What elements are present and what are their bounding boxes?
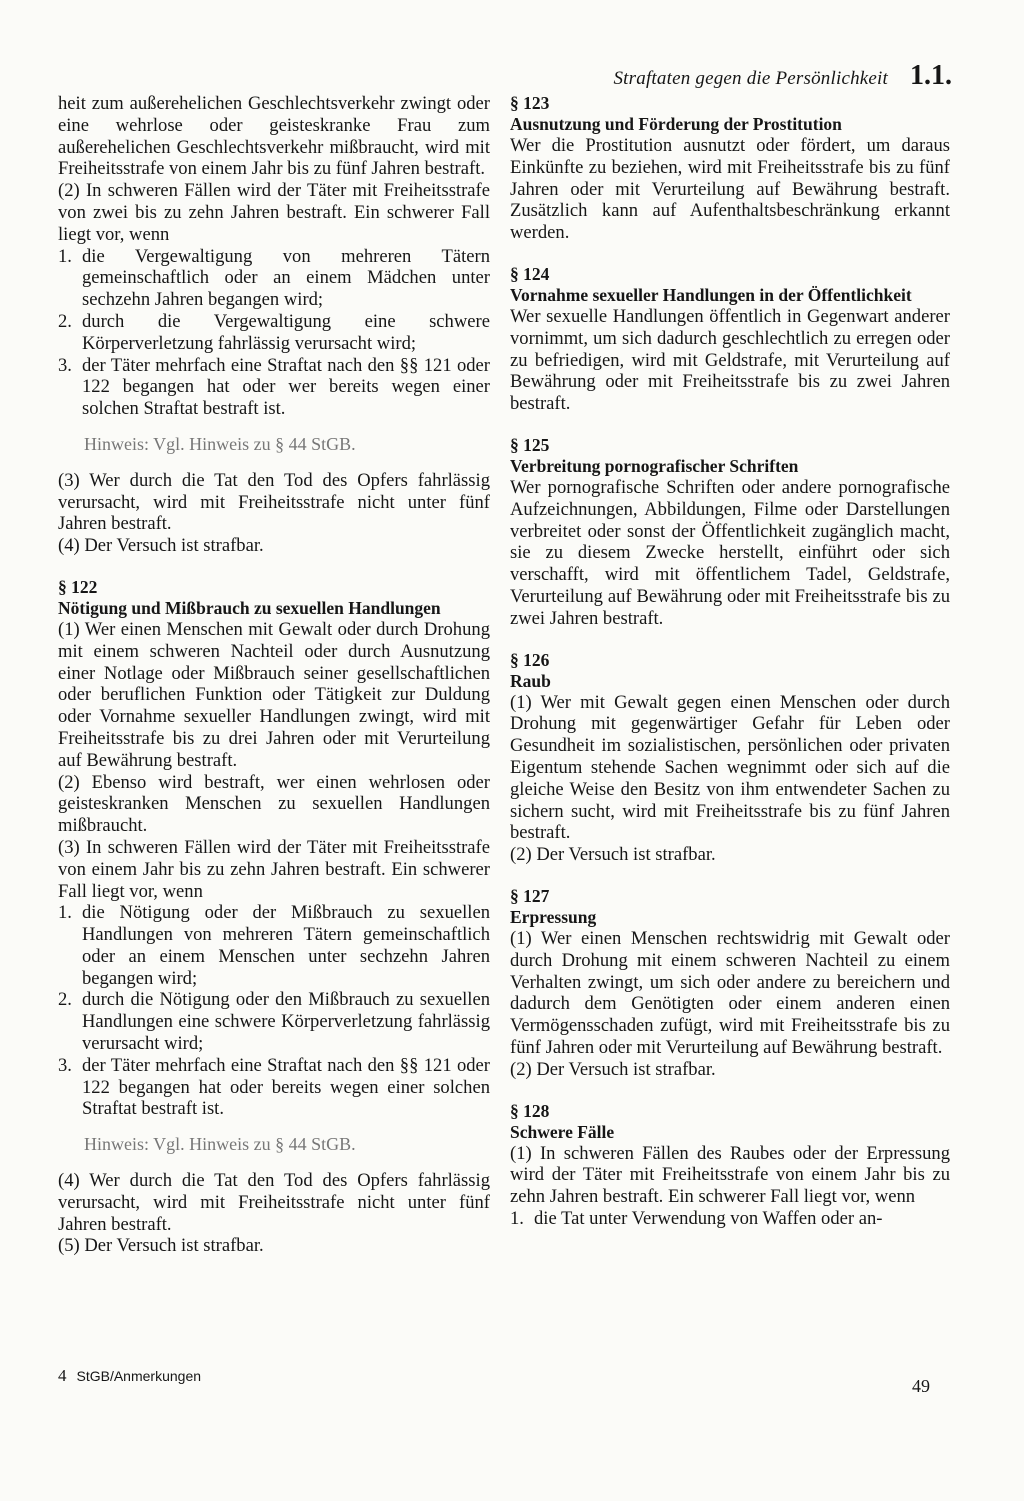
numbered-list	[58, 246, 490, 420]
list-number: 1.	[58, 902, 72, 924]
paragraph: (1) Wer einen Menschen rechtswidrig mit Gewalt oder durch Drohung mit einem schweren Nachteil zu einem Verhalten zwingt, um sich oder andere zu bereichern und dadurch dem Genötigten oder einem anderen einen Vermögensschaden zufügt, wird mit Freiheitsstrafe bis zu fünf Jahren oder mit Verurteilung auf Bewährung bestraft.	[510, 927, 950, 1058]
section-122	[58, 577, 490, 1257]
paragraph: (5) Der Versuch ist strafbar.	[58, 1235, 264, 1257]
section-number: § 127	[510, 885, 550, 906]
section-number: § 128	[510, 1100, 550, 1121]
list-number: 2.	[58, 989, 72, 1011]
section-title: Ausnutzung und Förderung der Prostitution	[510, 114, 842, 134]
paragraph: (2) In schweren Fällen wird der Täter mit Freiheitsstrafe von zwei bis zu zehn Jahren bestraft. Ein schwerer Fall liegt vor, wenn	[58, 180, 490, 245]
left-column	[58, 93, 490, 1257]
sheet-number: 4	[58, 1366, 67, 1385]
list-item	[58, 902, 490, 989]
paragraph: (4) Wer durch die Tat den Tod des Opfers fahrlässig verursacht, wird mit Freiheitsstrafe nicht unter fünf Jahren bestraft.	[58, 1170, 490, 1235]
section-title: Schwere Fälle	[510, 1121, 615, 1142]
list-item	[510, 1208, 950, 1230]
section-title: Nötigung und Mißbrauch zu sexuellen Handlungen	[58, 597, 441, 618]
section-128	[510, 1101, 950, 1230]
paragraph: Wer sexuelle Handlungen öffentlich in Gegenwart anderer vornimmt, um sich dadurch geschlechtlich zu erregen oder zu befriedigen, wird mit Geldstrafe, mit Verurteilung auf Bewährung oder mit Freiheitsstrafe bis zu zwei Jahren bestraft.	[510, 305, 950, 415]
list-text: durch die Vergewaltigung eine schwere Körperverletzung fahrlässig verursacht wird;	[82, 310, 490, 354]
list-number: 3.	[58, 1054, 72, 1076]
list-text: die Vergewaltigung von mehreren Tätern gemeinschaftlich oder an einem Mädchen unter sechzehn Jahren begangen wird;	[82, 245, 490, 311]
section-number: § 123	[510, 93, 550, 113]
section-number: § 126	[510, 649, 550, 670]
page-number: 49	[912, 1376, 930, 1396]
paragraph: (3) In schweren Fällen wird der Täter mit Freiheitsstrafe von einem Jahr bis zu zehn Jahren bestraft. Ein schwerer Fall liegt vor, wenn	[58, 836, 490, 902]
running-header	[613, 60, 952, 92]
list-item	[58, 311, 490, 355]
list-number: 2.	[58, 310, 72, 332]
paragraph: (2) Ebenso wird bestraft, wer einen wehrlosen oder geisteskranken Menschen zu sexuellen Handlungen mißbraucht.	[58, 771, 490, 837]
section-127	[510, 886, 950, 1081]
list-number: 3.	[58, 354, 72, 376]
paragraph: (1) In schweren Fällen des Raubes oder der Erpressung wird der Täter mit Freiheitsstrafe von einem Jahr bis zu zehn Jahren bestraft. Ein schwerer Fall liegt vor, wenn	[510, 1142, 950, 1208]
section-123	[510, 93, 950, 244]
list-text: der Täter mehrfach eine Straftat nach den §§ 121 oder 122 begangen hat oder bereits wegen einer solchen Straftat bestraft ist.	[82, 1054, 490, 1120]
list-number: 1.	[510, 1207, 524, 1229]
paragraph: (1) Wer einen Menschen mit Gewalt oder durch Drohung mit einem schweren Nachteil oder durch Ausnutzung einer Notlage oder Mißbrauch seiner gesellschaftlichen oder beruflichen Funktion oder Tätigkeit zur Duldung oder Vornahme sexueller Handlungen zwingt, wird mit Freiheitsstrafe bis zu drei Jahren oder mit Verurteilung auf Bewährung bestraft.	[58, 618, 490, 771]
section-124	[510, 264, 950, 415]
list-text: die Tat unter Verwendung von Waffen oder an-	[534, 1207, 883, 1229]
section-title: Verbreitung pornografischer Schriften	[510, 455, 799, 476]
list-number: 1.	[58, 245, 72, 267]
paragraph: (1) Wer mit Gewalt gegen einen Menschen oder durch Drohung mit gegenwärtiger Gefahr für Leben oder Gesundheit im sozialistischen, persönlichen oder privaten Eigentum stehende Sachen wegnimmt oder sich auf die gleiche Weise den Besitz von ihm entwendeter Sachen zu sichern sucht, wird mit Freiheitsstrafe bis zu fünf Jahren bestraft.	[510, 691, 950, 844]
section-number: § 125	[510, 434, 550, 455]
list-item	[58, 355, 490, 420]
list-text: durch die Nötigung oder den Mißbrauch zu sexuellen Handlungen eine schwere Körperverletzung fahrlässig verursacht wird;	[82, 989, 490, 1055]
section-125	[510, 435, 950, 630]
hint-note: Hinweis: Vgl. Hinweis zu § 44 StGB.	[84, 1134, 356, 1155]
section-title: Erpressung	[510, 906, 597, 927]
numbered-list	[510, 1208, 950, 1230]
right-column	[510, 93, 950, 1230]
paragraph: heit zum außerehelichen Geschlechtsverkehr zwingt oder eine wehrlose oder geisteskranke Frau zum außerehelichen Geschlechtsverkehr mißbraucht, wird mit Freiheitsstrafe von einem Jahr bis zu fünf Jahren bestraft.	[58, 93, 490, 180]
paragraph: Wer pornografische Schriften oder andere pornografische Aufzeichnungen, Abbildungen, Filme oder Darstellungen verbreitet oder sonst der Öffentlichkeit zugänglich macht, sie zu diesem Zwecke herstellt, einführt oder sich verschafft, wird mit öffentlichem Tadel, Geldstrafe, Verurteilung auf Bewährung oder mit Freiheitsstrafe bis zu zwei Jahren bestraft.	[510, 476, 950, 629]
list-item	[58, 246, 490, 311]
source-label: StGB/Anmerkungen	[76, 1368, 202, 1384]
paragraph: (2) Der Versuch ist strafbar.	[510, 1058, 716, 1080]
section-title: Raub	[510, 670, 551, 691]
section-number: § 124	[510, 263, 550, 284]
hint-note: Hinweis: Vgl. Hinweis zu § 44 StGB.	[84, 433, 356, 454]
paragraph: (3) Wer durch die Tat den Tod des Opfers fahrlässig verursacht, wird mit Freiheitsstrafe nicht unter fünf Jahren bestraft.	[58, 469, 490, 535]
running-title: Straftaten gegen die Persönlichkeit	[613, 68, 888, 89]
section-number: § 122	[58, 576, 98, 597]
footer-source	[58, 1366, 201, 1386]
list-item	[58, 989, 490, 1054]
list-item	[58, 1055, 490, 1120]
section-title: Vornahme sexueller Handlungen in der Öffentlichkeit	[510, 284, 912, 305]
paragraph: (4) Der Versuch ist strafbar.	[58, 535, 264, 557]
list-text: der Täter mehrfach eine Straftat nach den §§ 121 oder 122 begangen hat oder wer bereits wegen einer solchen Straftat bestraft ist.	[82, 354, 490, 420]
paragraph: Wer die Prostitution ausnutzt oder fördert, um daraus Einkünfte zu beziehen, wird mit Freiheitsstrafe bis zu fünf Jahren oder mit Verurteilung auf Bewährung bestraft. Zusätzlich kann auf Aufenthaltsbeschränkung erkannt werden.	[510, 135, 950, 244]
section-126	[510, 650, 950, 866]
chapter-number: 1.1.	[910, 60, 952, 91]
paragraph: (2) Der Versuch ist strafbar.	[510, 844, 716, 866]
list-text: die Nötigung oder der Mißbrauch zu sexuellen Handlungen von mehreren Tätern gemeinschaftlich oder an einem Menschen unter sechzehn Jahren begangen wird;	[82, 902, 490, 989]
numbered-list	[58, 902, 490, 1120]
